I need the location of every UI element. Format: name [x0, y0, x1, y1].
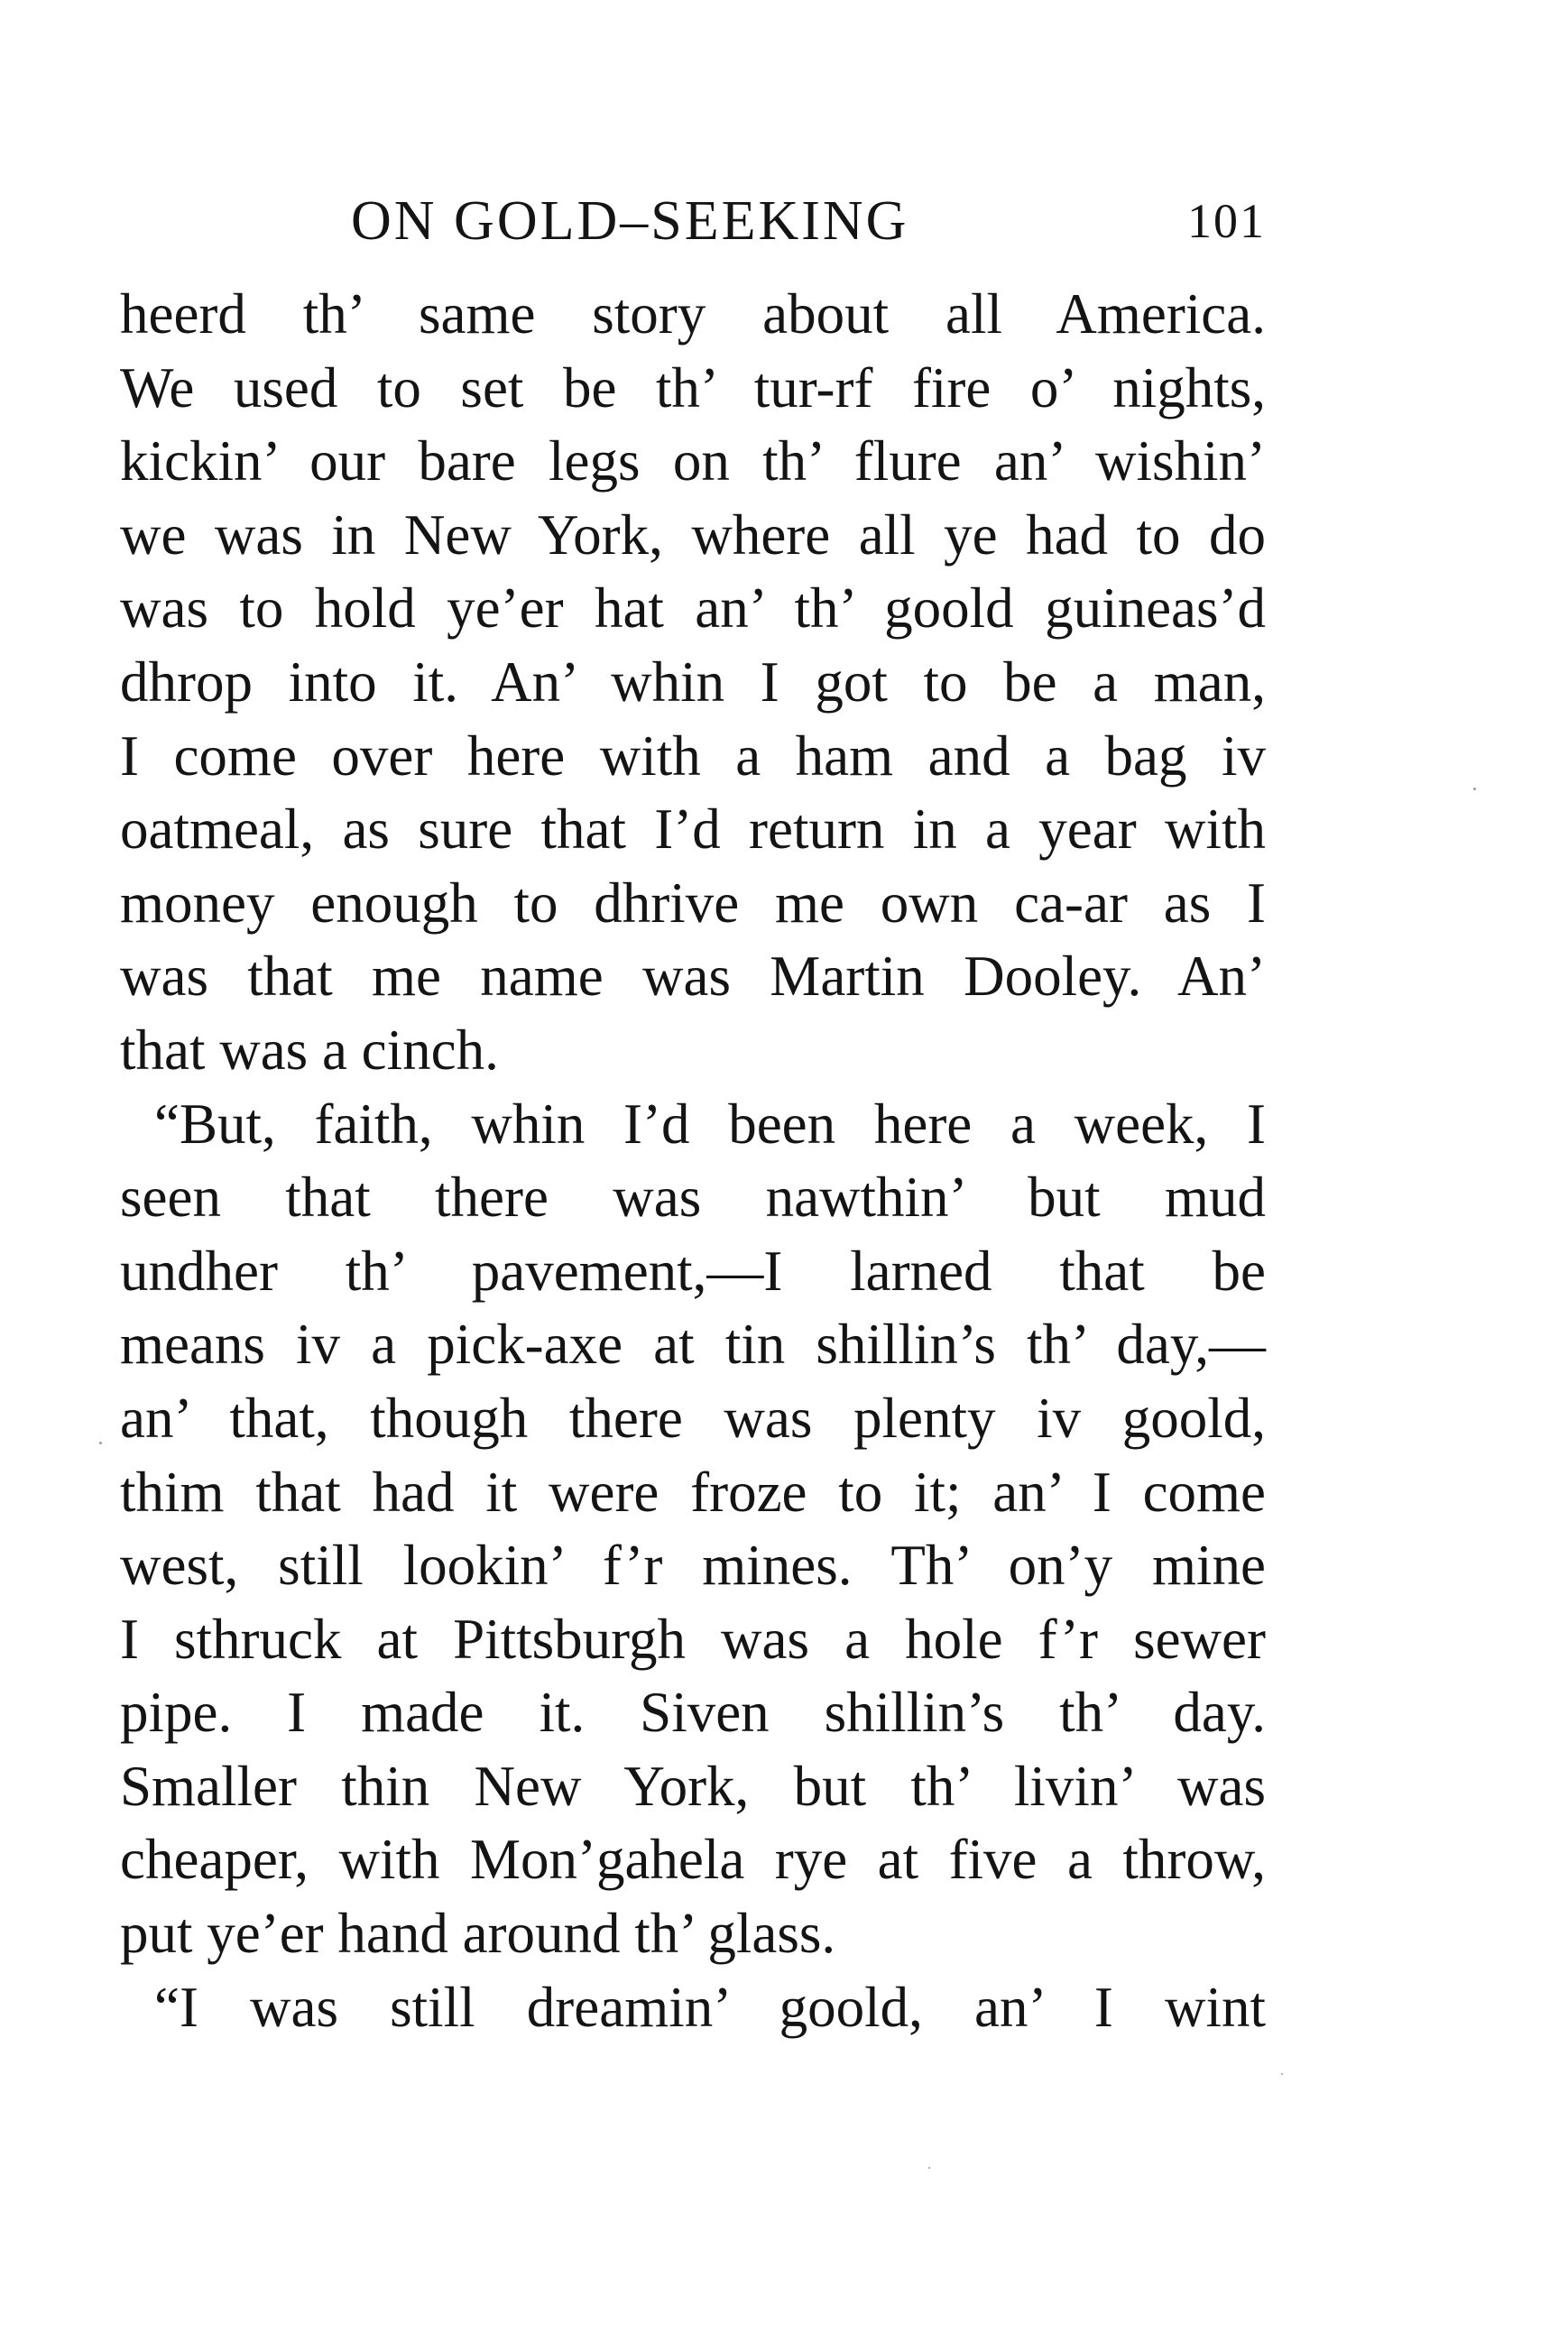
running-title: ON GOLD–SEEKING	[351, 190, 909, 252]
text-line: dhrop into it. An’ whin I got to be a man,	[120, 650, 1266, 714]
paragraph-start-line: “I was still dreamin’ goold, an’ I wint	[154, 1975, 1266, 2039]
body-text	[120, 278, 1266, 2044]
text-line: seen that there was nawthin’ but mud	[120, 1166, 1266, 1230]
text-line: money enough to dhrive me own ca-ar as I	[120, 871, 1266, 935]
text-line: an’ that, though there was plenty iv goold,	[120, 1386, 1266, 1450]
text-line: undher th’ pavement,—I larned that be	[120, 1239, 1266, 1303]
paragraph-end-line: put ye’er hand around th’ glass.	[120, 1902, 836, 1966]
paragraph-start-line: “But, faith, whin I’d been here a week, I	[154, 1092, 1266, 1156]
paper-speck	[928, 2167, 930, 2169]
text-line: pipe. I made it. Siven shillin’s th’ day.	[120, 1681, 1266, 1745]
text-line: was that me name was Martin Dooley. An’	[120, 945, 1266, 1009]
running-head	[120, 185, 1266, 257]
paragraph-end-line: that was a cinch.	[120, 1018, 499, 1082]
text-line: oatmeal, as sure that I’d return in a year with	[120, 798, 1266, 862]
paper-speck	[99, 1442, 102, 1444]
text-line: was to hold ye’er hat an’ th’ goold guineas’d	[120, 576, 1266, 641]
text-line: west, still lookin’ f’r mines. Th’ on’y mine	[120, 1534, 1266, 1598]
text-line: Smaller thin New York, but th’ livin’ was	[120, 1754, 1266, 1818]
text-line: heerd th’ same story about all America.	[120, 282, 1266, 346]
text-line: thim that had it were froze to it; an’ I come	[120, 1460, 1266, 1524]
text-line: I sthruck at Pittsburgh was a hole f’r sewer	[120, 1607, 1266, 1671]
paper-speck	[1281, 2073, 1283, 2075]
text-line: cheaper, with Mon’gahela rye at five a throw,	[120, 1828, 1266, 1892]
text-line: I come over here with a ham and a bag iv	[120, 724, 1266, 788]
paper-speck	[1473, 788, 1476, 790]
text-line: means iv a pick-axe at tin shillin’s th’ day,—	[120, 1313, 1266, 1377]
text-line: We used to set be th’ tur-rf fire o’ nights,	[120, 355, 1266, 420]
page-number: 101	[1187, 194, 1266, 248]
text-line: we was in New York, where all ye had to do	[120, 503, 1266, 567]
text-line: kickin’ our bare legs on th’ flure an’ wishin’	[120, 429, 1266, 493]
